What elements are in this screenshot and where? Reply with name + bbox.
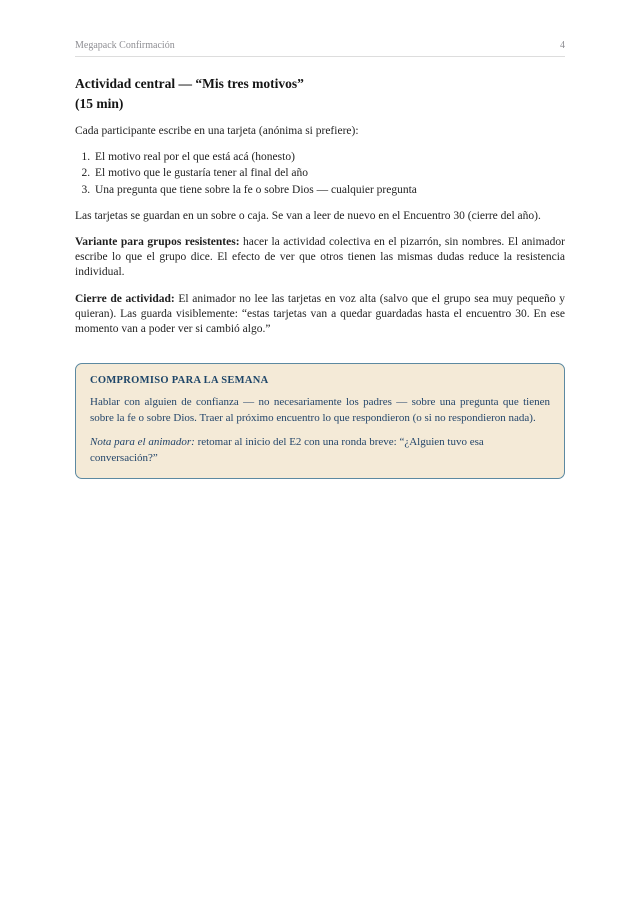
intro-paragraph: Cada participante escribe en una tarjeta (anónima si prefiere): [75, 125, 359, 138]
variant-paragraph [75, 235, 565, 281]
note-rest: retomar al inicio del E2 con una ronda breve: “¿Alguien tuvo esa conversación?” [90, 436, 484, 464]
section-heading-line1: Actividad central — “Mis tres motivos” [75, 76, 304, 91]
note-label: Nota para el animador: [90, 436, 195, 449]
commitment-callout-box [75, 363, 565, 479]
section-heading-line2: (15 min) [75, 95, 124, 111]
closing-rest: El animador no lee las tarjetas en voz alta (salvo que el grupo sea muy pequeño y quieran). Las guarda visiblemente: “estas tarjetas van a quedar guardadas hasta el encuentro 30. En ese momento van a poder ver si cambió algo.” [75, 292, 565, 335]
card-prompts-list [75, 150, 565, 198]
commitment-box-title: COMPROMISO PARA LA SEMANA [90, 375, 269, 387]
commitment-box-body: Hablar con alguien de confianza — no necesariamente los padres — sobre una pregunta que tienen sobre la fe o sobre Dios. Traer al próximo encuentro lo que respondieron (o si no respondieron nada). [90, 396, 550, 424]
variant-rest: hacer la actividad colectiva en el pizarrón, sin nombres. El animador escribe lo que el grupo dice. El efecto de ver que otros tienen las mismas dudas reduce la resistencia individual. [75, 235, 565, 279]
variant-lead: Variante para grupos resistentes: [75, 235, 240, 248]
list-item: 1. El motivo real por el que está acá (honesto) [93, 150, 565, 165]
page-number: 4 [560, 40, 565, 51]
storage-paragraph: Las tarjetas se guardan en un sobre o caja. Se van a leer de nuevo en el Encuentro 30 (cierre del año). [75, 209, 541, 222]
list-item: 2. El motivo que le gustaría tener al final del año [93, 166, 565, 181]
header-title: Megapack Confirmación [75, 40, 175, 51]
closing-paragraph [75, 292, 565, 338]
section-heading [75, 74, 565, 113]
running-header [75, 40, 565, 57]
commitment-box-note [90, 435, 550, 466]
closing-lead: Cierre de actividad: [75, 292, 175, 305]
list-item: 3. Una pregunta que tiene sobre la fe o sobre Dios — cualquier pregunta [93, 183, 565, 198]
